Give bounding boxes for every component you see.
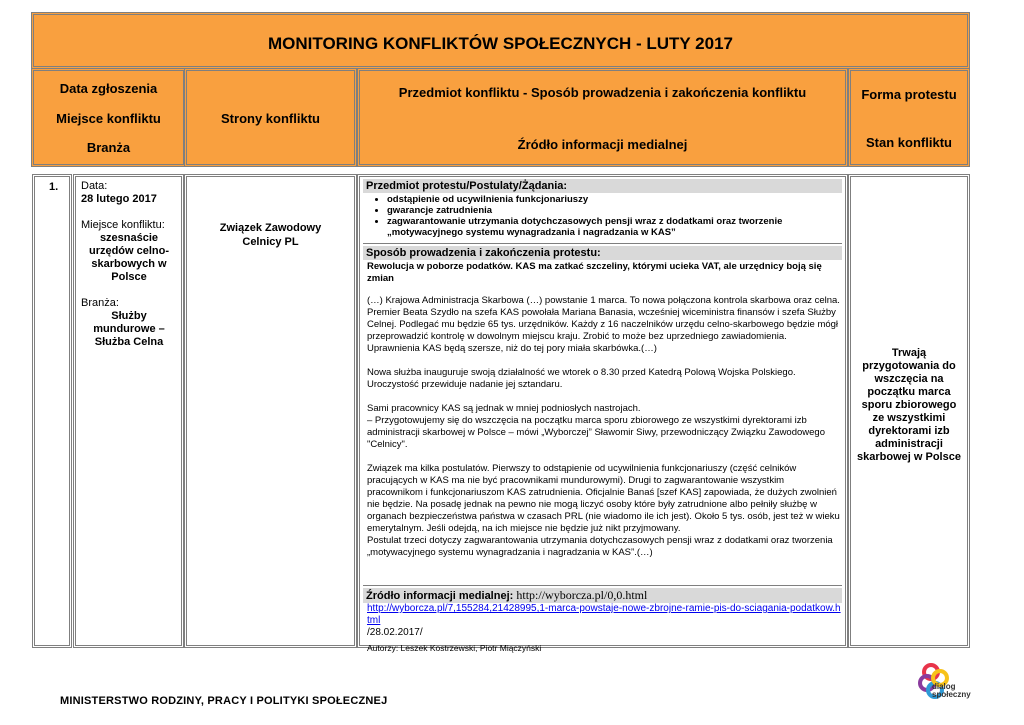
section-divider — [363, 243, 842, 244]
article-paragraph: Związek ma kilka postulatów. Pierwszy to odstąpienie od ucywilnienia funkcjonariuszy (część celników pracujących w KAS ma nie być pracownikami mundurowymi). Drugi to zagwarantowanie wszystkim pracownikom i funkcjonariuszom KAS zatrudnienia. Oficjalnie Banaś [szef KAS] zapowiada, że dużych zwolnień nie będzie. Na posadę jednak na pewno nie mogą liczyć osoby które były zatrudnione albo pełniły służbę w organach bezpieczeństwa państwa w czasach PRL (nie wiadomo ile ich jest). Około 5 tys. osób, jest też w wieku emerytalnym. Jeśli odejdą, na ich miejsce nie będzie już nikt przyjmowany. Postulat trzeci dotyczy zagwarantowania utrzymania dotychczasowych pensji wraz z dodatkami oraz tworzenia „motywacyjnego systemu wynagradzania i nagradzania w KAS”.(…) — [367, 463, 840, 558]
status-cell — [848, 174, 970, 648]
header-subject: Przedmiot konfliktu - Sposób prowadzenia i zakończenia konfliktu — [398, 85, 807, 100]
article-paragraph: Sami pracownicy KAS są jednak w mniej podniosłych nastrojach. – Przygotowujemy się do wszczęcia na początku marca sporu zbiorowego ze wszystkimi dyrektorami izb administracji skarbowej w Polsce – mówi „Wyborczej” Sławomir Siwy, przewodniczący Związku Zawodowego "Celnicy". — [367, 403, 825, 450]
method-heading: Sposób prowadzenia i zakończenia protestu: — [363, 246, 842, 260]
header-col-form-status — [848, 68, 970, 167]
method-lead: Rewolucja w poborze podatków. KAS ma zatkać szczeliny, którymi ucieka VAT, ale urzędnicy boją się zmian — [367, 261, 822, 284]
source-heading — [363, 588, 842, 603]
source-short-url: http://wyborcza.pl/0,0.html — [516, 588, 648, 602]
subject-cell — [357, 174, 848, 653]
footer-ministry: MINISTERSTWO RODZINY, PRACY I POLITYKI SPOŁECZNEJ — [60, 695, 388, 707]
parties-value: Związek Zawodowy Celnicy PL — [219, 222, 322, 248]
header-date: Data zgłoszenia — [59, 81, 158, 96]
date-value: 28 lutego 2017 — [81, 193, 157, 205]
row-number: 1. — [49, 181, 59, 193]
header-form: Forma protestu — [861, 87, 957, 102]
header-source: Źródło informacji medialnej — [517, 137, 688, 152]
date-label: Data: — [81, 180, 108, 192]
date-place-cell — [73, 174, 184, 648]
demands-section — [363, 179, 842, 238]
source-label: Źródło informacji medialnej: — [366, 590, 514, 602]
authors: Autorzy: Leszek Kostrzewski, Piotr Miączyński — [367, 643, 542, 653]
source-section — [363, 588, 842, 639]
place-label: Miejsce konfliktu: — [81, 219, 165, 231]
header-branch: Branża — [86, 140, 131, 155]
logo-word: dialog — [932, 682, 956, 691]
header-parties: Strony konfliktu — [221, 110, 320, 126]
header-place: Miejsce konfliktu — [56, 110, 161, 126]
article-paragraph: Nowa służba inauguruje swoją działalność we wtorek o 8.30 przed Katedrą Polową Wojska Polskiego. Uroczystość przewiduje nadanie jej sztandaru. — [367, 367, 796, 390]
demand-item: • odstąpienie od ucywilnienia funkcjonariuszy — [387, 194, 842, 205]
place-value: szesnaście urzędów celno-skarbowych w Polsce — [88, 232, 170, 283]
title-banner — [31, 12, 970, 69]
logo-word: społeczny — [932, 690, 971, 699]
parties-cell — [184, 174, 357, 648]
demand-item: • gwarancje zatrudnienia — [387, 205, 842, 216]
logo-text — [932, 683, 971, 699]
header-col-parties — [184, 68, 357, 167]
status-value: Trwają przygotowania do wszczęcia na początku marca sporu zbiorowego ze wszystkimi dyrektorami izb administracji skarbowej w Polsce — [857, 347, 961, 463]
article-paragraph: (…) Krajowa Administracja Skarbowa (…) powstanie 1 marca. To nowa połączona kontrola skarbowa oraz celna. Premier Beata Szydło na szefa KAS powołała Mariana Banasia, wcześniej wiceministra finansów i szefa Służby Celnej. Podlegać mu będzie 65 tys. urzędników. Każdy z 16 naczelników urzędu celno-skarbowego będzie mógł przeprowadzić kontrolę w dowolnym miejscu kraju. Zrobić to może bez uprzedniego zawiadomienia. Uprawnienia KAS będą szersze, niż do tej pory miała skarbówka.(…) — [367, 295, 840, 354]
demand-item: • zagwarantowanie utrzymania dotychczasowych pensji wraz z dodatkami oraz tworzenie „motywacyjnego systemu wynagradzania i nagradzania w KAS” — [387, 216, 842, 238]
source-date: /28.02.2017/ — [367, 627, 423, 638]
row-number-cell — [32, 174, 72, 648]
header-status: Stan konfliktu — [866, 135, 952, 150]
demands-list — [363, 194, 842, 238]
branch-value: Służby mundurowe – Służba Celna — [93, 310, 165, 348]
branch-label: Branża: — [81, 297, 119, 309]
header-col-date-place-branch — [31, 68, 186, 167]
subject-heading: Przedmiot protestu/Postulaty/Żądania: — [363, 179, 842, 193]
header-col-subject — [357, 68, 848, 167]
page-title: MONITORING KONFLIKTÓW SPOŁECZNYCH - LUTY 2017 — [267, 34, 733, 53]
source-link[interactable]: http://wyborcza.pl/7,155284,21428995,1-marca-powstaje-nowe-zbrojne-ramie-pis-do-sciagania-podatkow.html — [367, 603, 841, 626]
section-divider — [363, 585, 842, 586]
